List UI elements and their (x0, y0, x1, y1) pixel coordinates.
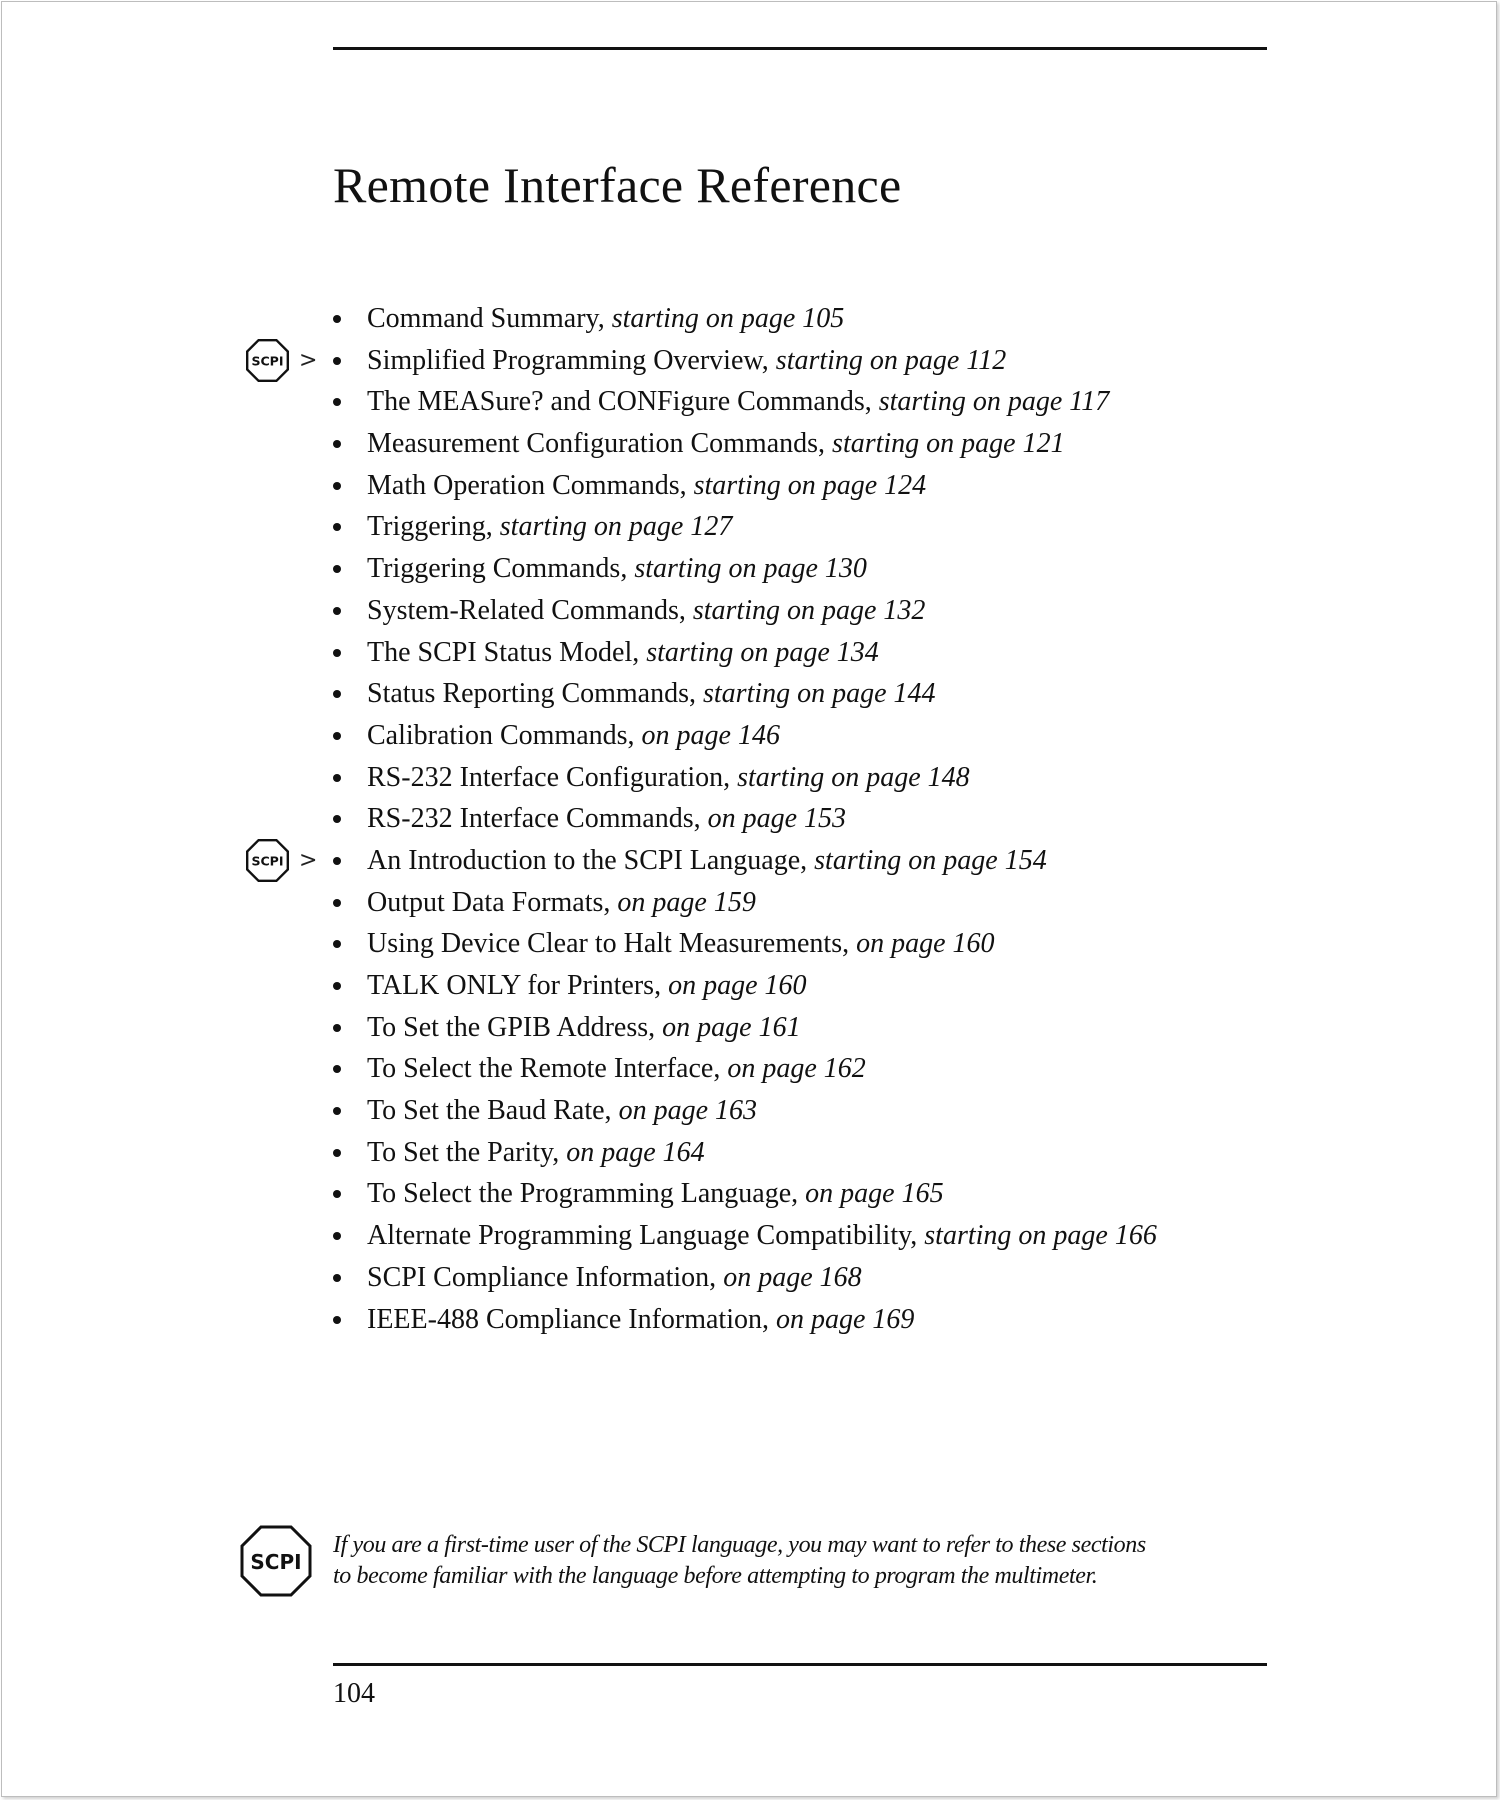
bullet (333, 1065, 341, 1073)
toc-item (0, 506, 1500, 548)
toc-entry (367, 840, 1047, 882)
bullet (333, 523, 341, 531)
toc-entry (367, 298, 844, 340)
toc-entry-page-ref: on page 161 (662, 1011, 801, 1043)
bottom-rule (333, 1663, 1267, 1666)
page-number: 104 (333, 1678, 375, 1709)
toc-entry (367, 548, 867, 590)
toc-entry (367, 1090, 757, 1132)
toc-item (0, 1048, 1500, 1090)
toc-entry-label: To Set the Parity, (367, 1136, 560, 1168)
bullet (333, 690, 341, 698)
toc-item (0, 632, 1500, 674)
toc-entry-page-ref: on page 165 (805, 1178, 944, 1210)
toc-entry-label: Command Summary, (367, 303, 605, 334)
scpi-marker (246, 840, 317, 882)
toc-item (0, 340, 1500, 382)
toc-item (0, 298, 1500, 340)
toc-entry (367, 632, 879, 674)
note-line-2: to become familiar with the language before attempting to program the multimeter. (333, 1563, 1098, 1589)
toc-entry-page-ref: starting on page 130 (634, 553, 867, 585)
bullet (333, 1190, 341, 1198)
toc-entry (367, 590, 925, 632)
toc-item (0, 840, 1500, 882)
table-of-contents (0, 298, 1500, 1340)
toc-entry-label: RS-232 Interface Configuration, (367, 761, 731, 793)
toc-entry-page-ref: on page 162 (727, 1053, 866, 1085)
bullet (333, 607, 341, 615)
toc-entry-label: Simplified Programming Overview, (367, 344, 769, 376)
toc-entry-label: To Select the Programming Language, (367, 1178, 799, 1210)
bullet (333, 774, 341, 782)
toc-entry-label: The SCPI Status Model, (367, 636, 640, 668)
toc-entry-label: Alternate Programming Language Compatibility, (367, 1220, 918, 1252)
toc-entry-label: RS-232 Interface Commands, (367, 803, 701, 835)
bullet (333, 982, 341, 990)
toc-entry-label: Calibration Commands, (367, 719, 635, 751)
toc-entry (367, 715, 780, 757)
scpi-icon-label: SCPI (251, 853, 284, 869)
toc-entry-page-ref: starting on page 144 (703, 678, 936, 710)
toc-entry-label: Measurement Configuration Commands, (367, 428, 826, 460)
note-line-1: If you are a first-time user of the SCPI language, you may want to refer to these sections (333, 1532, 1146, 1558)
toc-entry-label: Output Data Formats, (367, 886, 611, 918)
toc-entry-page-ref: on page 163 (618, 1095, 757, 1127)
bullet (333, 398, 341, 406)
toc-item (0, 882, 1500, 924)
toc-entry (367, 923, 995, 965)
bullet (333, 1149, 341, 1157)
toc-entry-page-ref: starting on page 127 (499, 511, 733, 543)
toc-item (0, 1173, 1500, 1215)
marker-arrow: > (299, 347, 318, 373)
toc-item (0, 548, 1500, 590)
scpi-icon-label: SCPI (250, 1550, 302, 1574)
toc-entry (367, 882, 756, 924)
toc-entry-label: Triggering, (367, 511, 493, 543)
scpi-marker (246, 340, 317, 382)
toc-entry (367, 340, 1006, 382)
toc-item (0, 381, 1500, 423)
toc-entry-page-ref: on page 164 (566, 1136, 705, 1168)
toc-entry (367, 1007, 801, 1049)
scpi-icon (240, 1525, 312, 1597)
toc-item (0, 423, 1500, 465)
toc-entry (367, 1173, 944, 1215)
toc-item (0, 1132, 1500, 1174)
toc-entry-page-ref: on page 169 (776, 1303, 915, 1335)
toc-entry-label: Math Operation Commands, (367, 469, 687, 501)
toc-entry-label: An Introduction to the SCPI Language, (367, 844, 808, 876)
bullet (333, 1274, 341, 1282)
toc-item (0, 715, 1500, 757)
bullet (333, 482, 341, 490)
toc-entry (367, 965, 807, 1007)
toc-entry-label: System-Related Commands, (367, 594, 686, 626)
toc-entry-page-ref: starting on page 166 (924, 1220, 1157, 1252)
toc-entry (367, 798, 846, 840)
bullet (333, 1316, 341, 1324)
toc-entry-page-ref: starting on page 117 (878, 386, 1110, 418)
toc-entry (367, 423, 1065, 465)
bullet (333, 940, 341, 948)
toc-entry (367, 1215, 1157, 1257)
bullet (333, 815, 341, 823)
toc-entry (367, 757, 970, 799)
toc-item (0, 673, 1500, 715)
bullet (333, 899, 341, 907)
bullet (333, 565, 341, 573)
toc-item (0, 798, 1500, 840)
toc-entry-label: TALK ONLY for Printers, (367, 970, 662, 1001)
toc-item (0, 965, 1500, 1007)
bullet (333, 857, 341, 865)
toc-item (0, 1007, 1500, 1049)
toc-entry-page-ref: starting on page 112 (775, 344, 1007, 376)
scpi-icon-label: SCPI (251, 353, 284, 369)
toc-item (0, 757, 1500, 799)
toc-entry-page-ref: on page 153 (707, 803, 847, 835)
toc-entry-page-ref: on page 168 (723, 1261, 862, 1293)
toc-entry-page-ref: on page 159 (617, 886, 756, 918)
toc-entry (367, 1299, 914, 1341)
toc-entry-page-ref: starting on page 124 (693, 469, 927, 501)
toc-entry-label: SCPI Compliance Information, (367, 1261, 717, 1293)
bullet (333, 732, 341, 740)
page-title: Remote Interface Reference (333, 156, 902, 213)
scpi-note (333, 1530, 1283, 1592)
bullet (333, 1024, 341, 1032)
toc-entry-page-ref: starting on page 134 (646, 636, 879, 668)
toc-entry-page-ref: starting on page 154 (814, 844, 1047, 876)
toc-entry (367, 465, 926, 507)
toc-entry-label: To Set the GPIB Address, (367, 1011, 656, 1043)
toc-entry-label: Using Device Clear to Halt Measurements, (367, 928, 850, 960)
toc-entry (367, 1132, 705, 1174)
toc-entry-label: To Set the Baud Rate, (367, 1095, 612, 1127)
toc-entry-label: The MEASure? and CONFigure Commands, (367, 386, 872, 418)
bullet (333, 357, 341, 365)
toc-item (0, 1257, 1500, 1299)
marker-arrow: > (299, 847, 318, 873)
toc-entry-label: IEEE-488 Compliance Information, (367, 1303, 769, 1335)
toc-entry-page-ref: starting on page 132 (692, 594, 926, 626)
scpi-icon (246, 339, 289, 382)
bullet (333, 1107, 341, 1115)
toc-entry-label: Triggering Commands, (367, 553, 628, 585)
toc-item (0, 923, 1500, 965)
toc-entry-page-ref: on page 160 (668, 970, 807, 1001)
bullet (333, 649, 341, 657)
bullet (333, 440, 341, 448)
toc-entry-label: To Select the Remote Interface, (367, 1053, 721, 1085)
toc-entry-page-ref: on page 160 (856, 928, 995, 960)
toc-item (0, 1215, 1500, 1257)
toc-entry (367, 1048, 866, 1090)
toc-item (0, 590, 1500, 632)
bullet (333, 1232, 341, 1240)
toc-entry-label: Status Reporting Commands, (367, 678, 696, 710)
toc-item (0, 465, 1500, 507)
scpi-icon (246, 839, 289, 882)
toc-entry-page-ref: starting on page 148 (737, 761, 970, 793)
bullet (333, 315, 341, 323)
toc-entry (367, 1257, 862, 1299)
toc-entry-page-ref: starting on page 121 (832, 428, 1065, 460)
toc-entry (367, 673, 936, 715)
top-rule (333, 47, 1267, 50)
toc-entry-page-ref: on page 146 (641, 719, 780, 751)
toc-item (0, 1299, 1500, 1341)
toc-entry (367, 381, 1109, 423)
toc-entry (367, 506, 732, 548)
toc-entry-page-ref: starting on page 105 (611, 303, 845, 334)
toc-item (0, 1090, 1500, 1132)
